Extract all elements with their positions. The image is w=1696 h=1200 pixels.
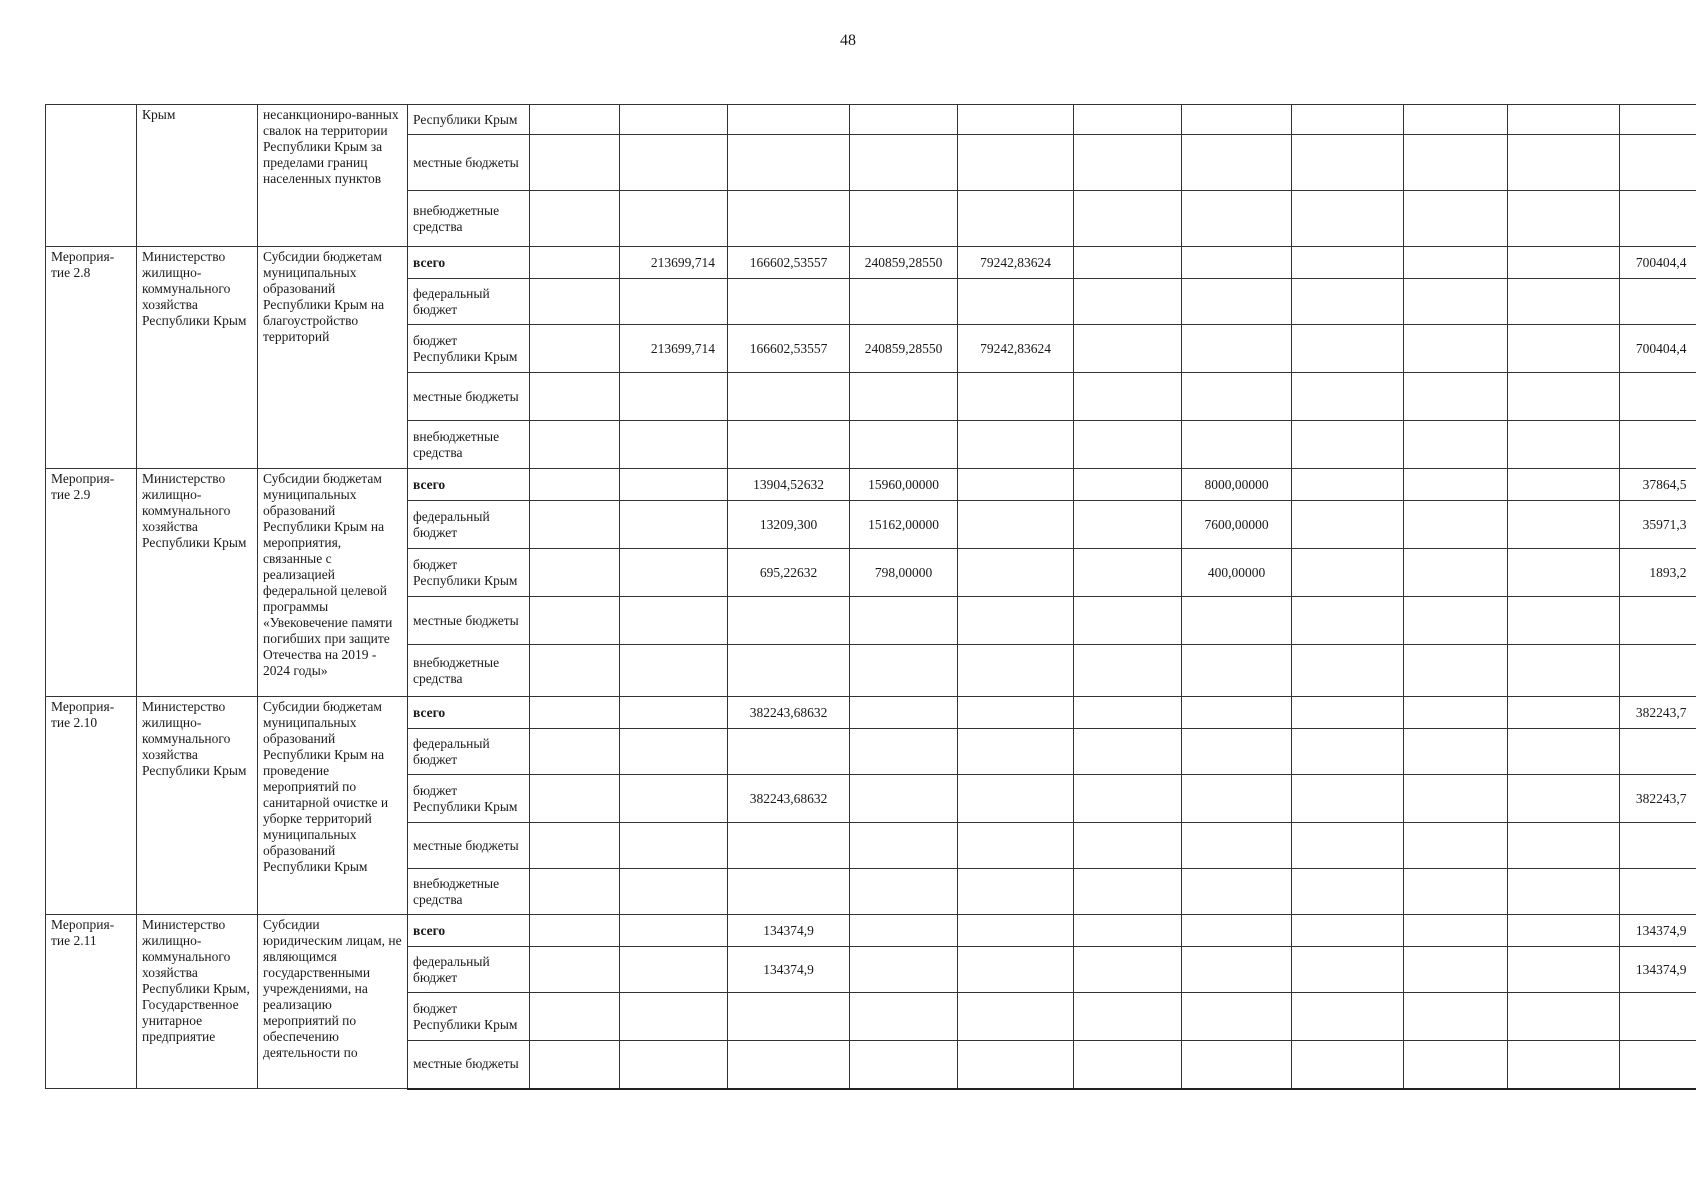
measure-description: несанкциониро-ванных свалок на территории Республики Крым за пределами границ населенных пунктов bbox=[258, 105, 408, 247]
measure-description: Субсидии бюджетам муниципальных образований Республики Крым на мероприятия, связанные с реализацией федеральной целевой программы «Увековечение памяти погибших при защите Отечества на 2019 - 2024 годы» bbox=[258, 469, 408, 697]
amount-cell: 13209,300 bbox=[728, 501, 850, 549]
source-label: местные бюджеты bbox=[408, 597, 530, 645]
amount-cell: 8000,00000 bbox=[1182, 469, 1292, 501]
table-row bbox=[46, 697, 1696, 729]
source-label: федеральный бюджет bbox=[408, 729, 530, 775]
source-label: Республики Крым bbox=[408, 105, 530, 135]
total-amount-cell: 700404,4 bbox=[1620, 247, 1696, 279]
total-amount-cell: 134374,9 bbox=[1620, 915, 1696, 947]
measure-description: Субсидии юридическим лицам, не являющимся государственными учреждениями, на реализацию мероприятий по обеспечению деятельности по bbox=[258, 915, 408, 1089]
amount-cell: 695,22632 bbox=[728, 549, 850, 597]
amount-cell: 15960,00000 bbox=[850, 469, 958, 501]
amount-cell: 134374,9 bbox=[728, 947, 850, 993]
source-label: местные бюджеты bbox=[408, 373, 530, 421]
measure-executor: Министерство жилищно-коммунального хозяйства Республики Крым bbox=[137, 469, 258, 697]
source-label: бюджет Республики Крым bbox=[408, 993, 530, 1041]
source-label: всего bbox=[408, 915, 530, 947]
total-amount-cell: 134374,9 bbox=[1620, 947, 1696, 993]
source-label: бюджет Республики Крым bbox=[408, 325, 530, 373]
amount-cell: 166602,53557 bbox=[728, 325, 850, 373]
measure-executor: Министерство жилищно-коммунального хозяйства Республики Крым bbox=[137, 247, 258, 469]
amount-cell: 79242,83624 bbox=[958, 325, 1074, 373]
measure-executor: Крым bbox=[137, 105, 258, 247]
measure-executor: Министерство жилищно-коммунального хозяйства Республики Крым, Государственное унитарное предприятие bbox=[137, 915, 258, 1089]
total-amount-cell: 37864,5 bbox=[1620, 469, 1696, 501]
source-label: местные бюджеты bbox=[408, 823, 530, 869]
page-number: 48 bbox=[840, 32, 856, 49]
measure-code: Мероприя-тие 2.9 bbox=[46, 469, 137, 697]
amount-cell: 79242,83624 bbox=[958, 247, 1074, 279]
budget-table bbox=[45, 104, 1696, 1090]
measure-code: Мероприя-тие 2.10 bbox=[46, 697, 137, 915]
source-label: местные бюджеты bbox=[408, 1041, 530, 1089]
amount-cell: 798,00000 bbox=[850, 549, 958, 597]
source-label: внебюджетные средства bbox=[408, 191, 530, 247]
amount-cell: 13904,52632 bbox=[728, 469, 850, 501]
source-label: федеральный бюджет bbox=[408, 947, 530, 993]
source-label: местные бюджеты bbox=[408, 135, 530, 191]
source-label: внебюджетные средства bbox=[408, 869, 530, 915]
source-label: бюджет Республики Крым bbox=[408, 775, 530, 823]
measure-description: Субсидии бюджетам муниципальных образований Республики Крым на благоустройство территорий bbox=[258, 247, 408, 469]
amount-cell: 213699,714 bbox=[620, 247, 728, 279]
measure-executor: Министерство жилищно-коммунального хозяйства Республики Крым bbox=[137, 697, 258, 915]
total-amount-cell: 35971,3 bbox=[1620, 501, 1696, 549]
amount-cell: 400,00000 bbox=[1182, 549, 1292, 597]
measure-code: Мероприя-тие 2.11 bbox=[46, 915, 137, 1089]
table-row bbox=[46, 915, 1696, 947]
table-row bbox=[46, 469, 1696, 501]
amount-cell: 134374,9 bbox=[728, 915, 850, 947]
source-label: бюджет Республики Крым bbox=[408, 549, 530, 597]
source-label: федеральный бюджет bbox=[408, 501, 530, 549]
source-label: внебюджетные средства bbox=[408, 421, 530, 469]
source-label: всего bbox=[408, 697, 530, 729]
source-label: всего bbox=[408, 247, 530, 279]
amount-cell: 240859,28550 bbox=[850, 325, 958, 373]
amount-cell: 382243,68632 bbox=[728, 697, 850, 729]
amount-cell: 166602,53557 bbox=[728, 247, 850, 279]
source-label: внебюджетные средства bbox=[408, 645, 530, 697]
amount-cell: 7600,00000 bbox=[1182, 501, 1292, 549]
table-row bbox=[46, 105, 1696, 135]
measure-code: Мероприя-тие 2.8 bbox=[46, 247, 137, 469]
measure-description: Субсидии бюджетам муниципальных образований Республики Крым на проведение мероприятий по санитарной очистке и уборке территорий муниципальных образований Республики Крым bbox=[258, 697, 408, 915]
amount-cell: 240859,28550 bbox=[850, 247, 958, 279]
total-amount-cell: 382243,7 bbox=[1620, 697, 1696, 729]
source-label: федеральный бюджет bbox=[408, 279, 530, 325]
measure-code bbox=[46, 105, 137, 247]
source-label: всего bbox=[408, 469, 530, 501]
amount-cell: 382243,68632 bbox=[728, 775, 850, 823]
amount-cell: 15162,00000 bbox=[850, 501, 958, 549]
table-row bbox=[46, 247, 1696, 279]
amount-cell: 213699,714 bbox=[620, 325, 728, 373]
total-amount-cell: 700404,4 bbox=[1620, 325, 1696, 373]
total-amount-cell: 1893,2 bbox=[1620, 549, 1696, 597]
total-amount-cell: 382243,7 bbox=[1620, 775, 1696, 823]
